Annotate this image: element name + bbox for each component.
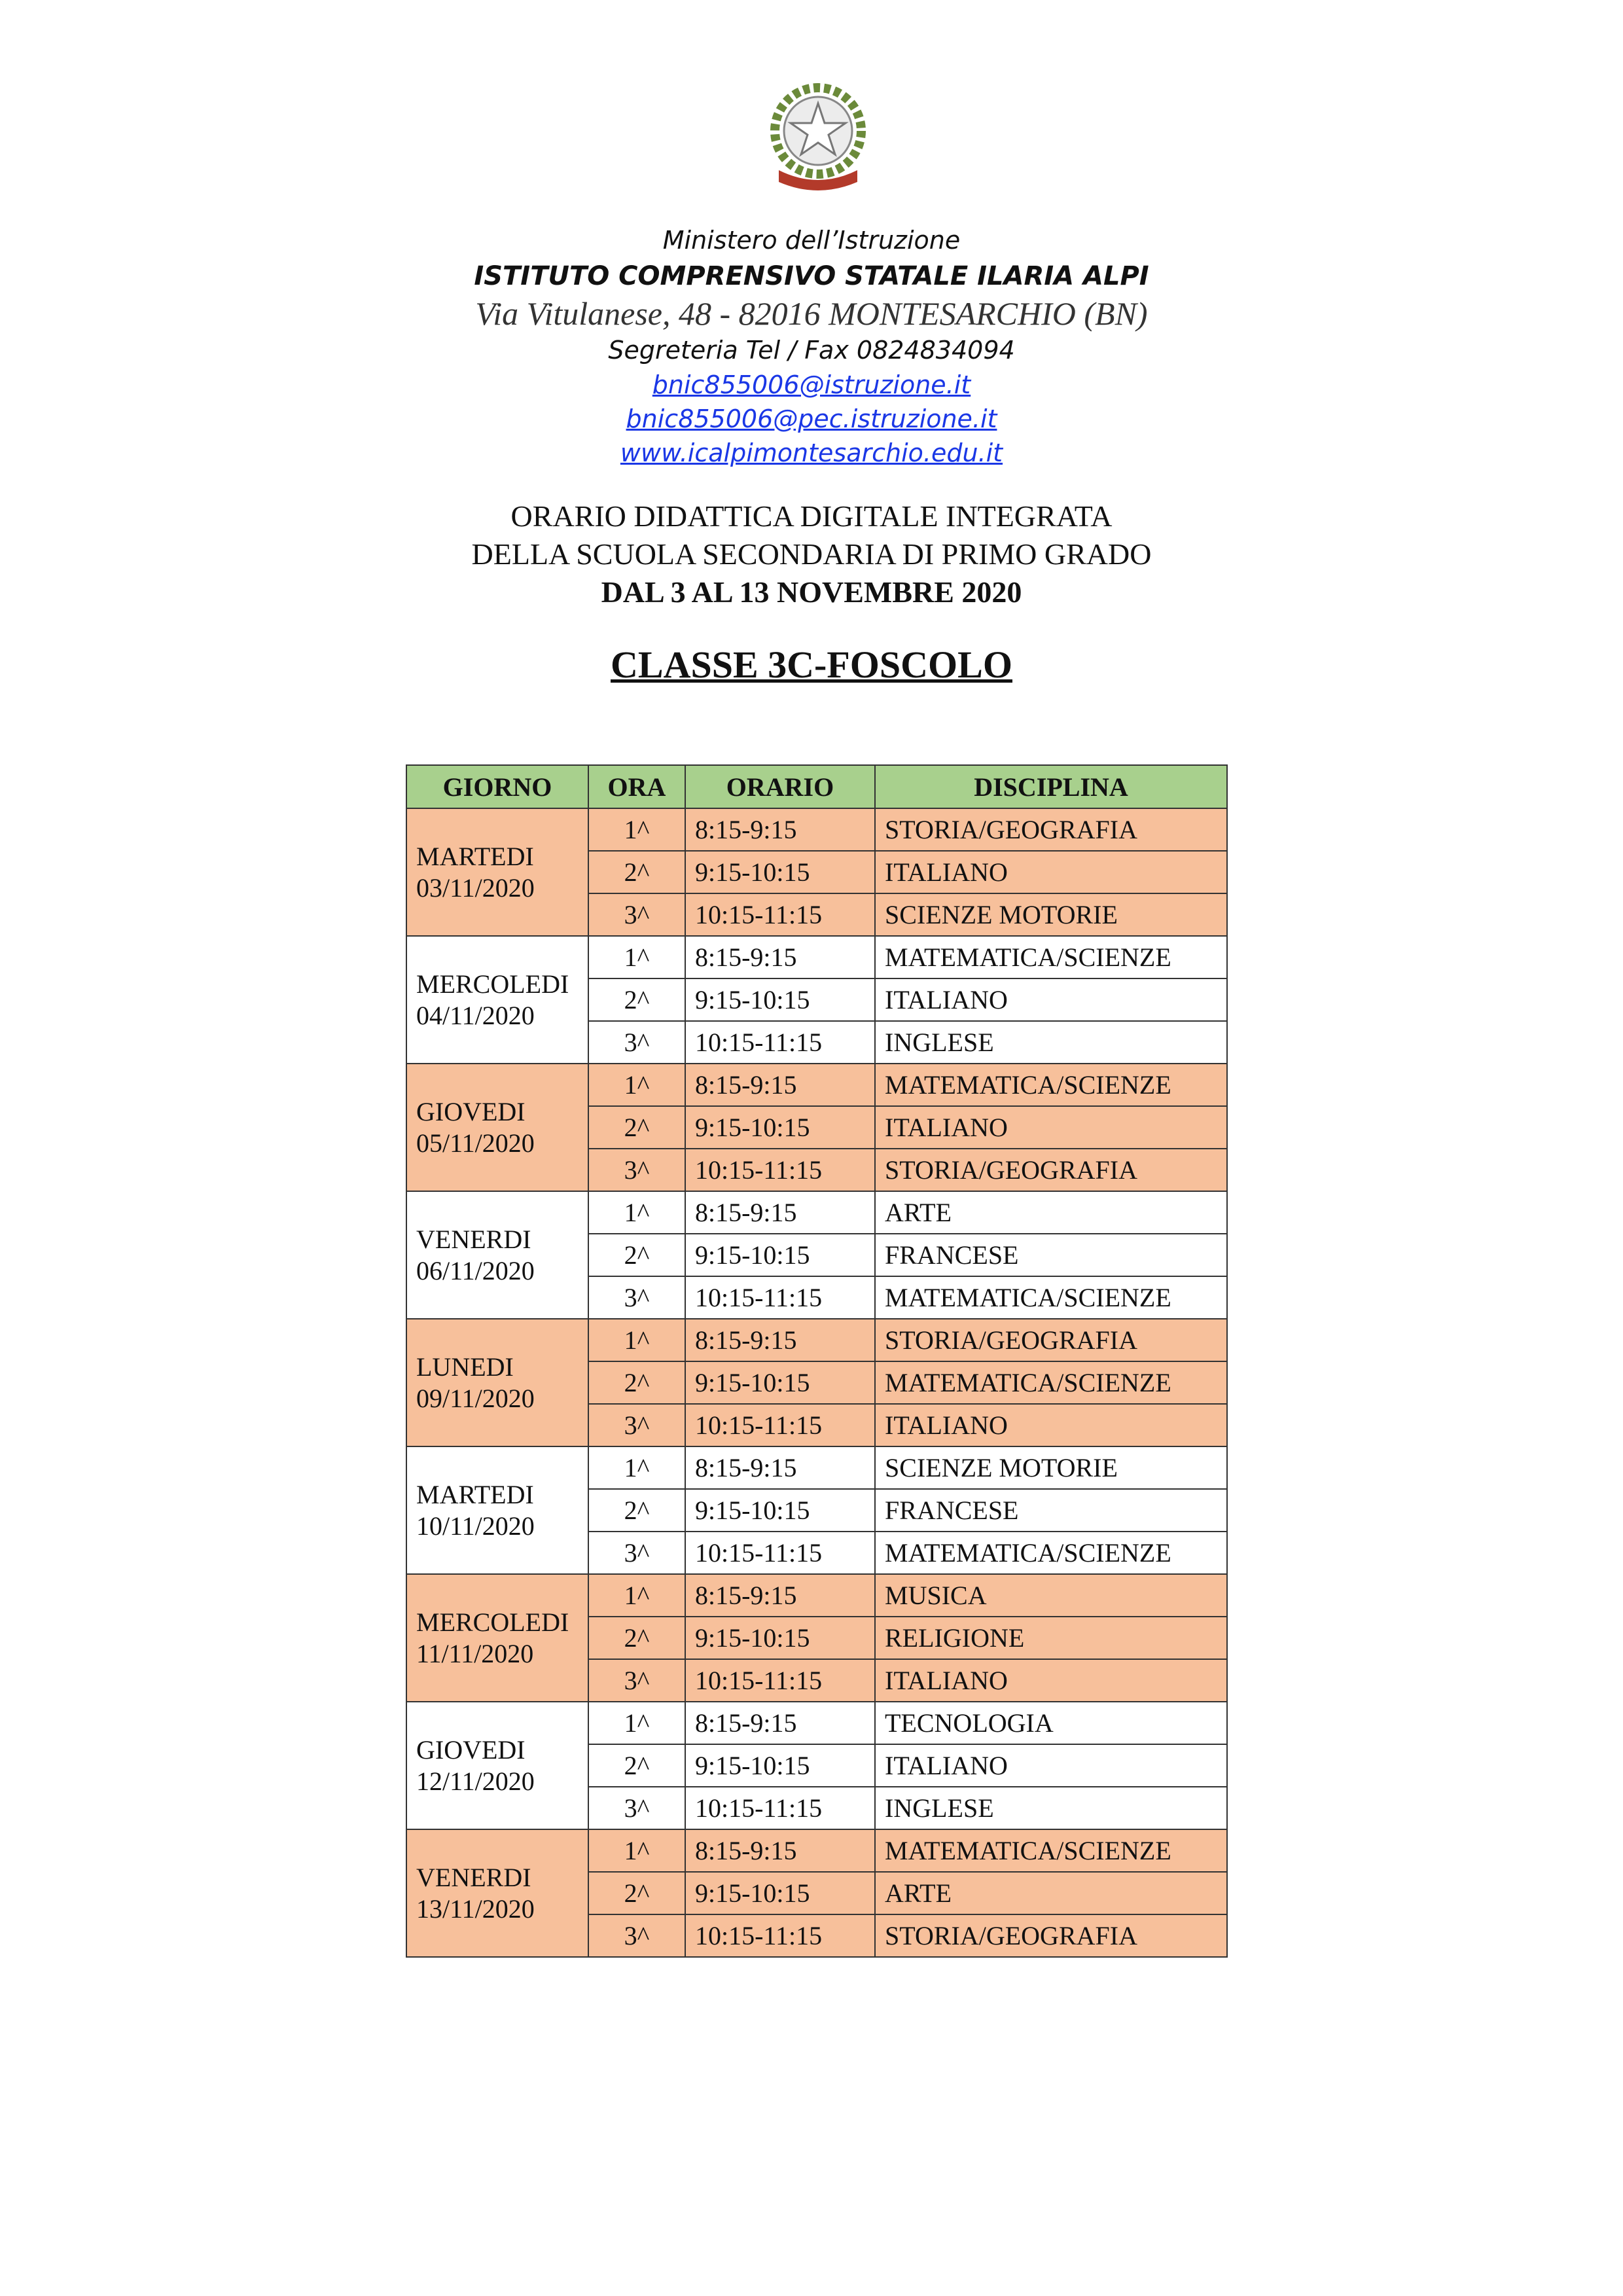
ora-cell: 2^ <box>588 1361 685 1404</box>
day-date: 09/11/2020 <box>416 1383 535 1413</box>
orario-cell: 8:15-9:15 <box>685 1829 875 1872</box>
ora-cell: 2^ <box>588 1872 685 1914</box>
school-address: Via Vitulanese, 48 - 82016 MONTESARCHIO (BN) <box>475 295 1148 332</box>
ora-cell: 3^ <box>588 1276 685 1319</box>
day-date: 04/11/2020 <box>416 1000 535 1030</box>
disciplina-cell: MATEMATICA/SCIENZE <box>875 936 1227 978</box>
pec-link[interactable]: bnic855006@pec.istruzione.it <box>626 404 997 433</box>
orario-cell: 9:15-10:15 <box>685 978 875 1021</box>
orario-cell: 10:15-11:15 <box>685 893 875 936</box>
disciplina-cell: SCIENZE MOTORIE <box>875 1446 1227 1489</box>
day-name: GIOVEDI <box>416 1734 526 1765</box>
day-name: MARTEDI <box>416 1479 534 1509</box>
disciplina-cell: MUSICA <box>875 1574 1227 1617</box>
orario-cell: 8:15-9:15 <box>685 1064 875 1106</box>
day-name: VENERDI <box>416 1224 531 1254</box>
school-phone: Segreteria Tel / Fax 0824834094 <box>608 336 1015 365</box>
day-name: GIOVEDI <box>416 1096 526 1126</box>
disciplina-cell: MATEMATICA/SCIENZE <box>875 1064 1227 1106</box>
ora-cell: 2^ <box>588 1106 685 1149</box>
table-row <box>406 1064 1227 1106</box>
disciplina-cell: ITALIANO <box>875 1659 1227 1702</box>
schedule-table <box>406 764 1228 1958</box>
orario-cell: 8:15-9:15 <box>685 1191 875 1234</box>
disciplina-cell: ITALIANO <box>875 1404 1227 1446</box>
ora-cell: 1^ <box>588 1064 685 1106</box>
schedule-body <box>406 808 1227 1957</box>
orario-cell: 8:15-9:15 <box>685 936 875 978</box>
day-name: MARTEDI <box>416 841 534 871</box>
disciplina-cell: FRANCESE <box>875 1489 1227 1532</box>
ora-cell: 1^ <box>588 1829 685 1872</box>
day-cell <box>406 1829 588 1957</box>
ora-cell: 1^ <box>588 1446 685 1489</box>
orario-cell: 10:15-11:15 <box>685 1021 875 1064</box>
disciplina-cell: ITALIANO <box>875 978 1227 1021</box>
ora-cell: 3^ <box>588 1404 685 1446</box>
ora-cell: 1^ <box>588 936 685 978</box>
orario-cell: 9:15-10:15 <box>685 1872 875 1914</box>
website-link[interactable]: www.icalpimontesarchio.edu.it <box>620 439 1003 467</box>
header-ora: ORA <box>588 765 685 808</box>
ora-cell: 1^ <box>588 808 685 851</box>
title-line-2: DELLA SCUOLA SECONDARIA DI PRIMO GRADO <box>471 537 1152 571</box>
disciplina-cell: INGLESE <box>875 1787 1227 1829</box>
table-row <box>406 1446 1227 1489</box>
ora-cell: 3^ <box>588 1149 685 1191</box>
day-date: 12/11/2020 <box>416 1766 535 1796</box>
day-date: 03/11/2020 <box>416 872 535 903</box>
ora-cell: 1^ <box>588 1319 685 1361</box>
disciplina-cell: STORIA/GEOGRAFIA <box>875 1914 1227 1957</box>
disciplina-cell: MATEMATICA/SCIENZE <box>875 1276 1227 1319</box>
title-line-1: ORARIO DIDATTICA DIGITALE INTEGRATA <box>510 499 1113 533</box>
disciplina-cell: TECNOLOGIA <box>875 1702 1227 1744</box>
table-row <box>406 1319 1227 1361</box>
day-cell <box>406 1319 588 1446</box>
header-giorno: GIORNO <box>406 765 588 808</box>
day-cell <box>406 808 588 936</box>
day-date: 05/11/2020 <box>416 1128 535 1158</box>
orario-cell: 9:15-10:15 <box>685 1361 875 1404</box>
ministry-name: Ministero dell’Istruzione <box>662 226 961 255</box>
orario-cell: 10:15-11:15 <box>685 1532 875 1574</box>
ora-cell: 1^ <box>588 1574 685 1617</box>
document-title <box>0 497 1623 611</box>
disciplina-cell: STORIA/GEOGRAFIA <box>875 1319 1227 1361</box>
table-row <box>406 808 1227 851</box>
class-title: CLASSE 3C-FOSCOLO <box>611 643 1012 686</box>
table-header-row <box>406 765 1227 808</box>
republic-emblem-icon <box>766 79 870 196</box>
orario-cell: 8:15-9:15 <box>685 808 875 851</box>
orario-cell: 10:15-11:15 <box>685 1914 875 1957</box>
ora-cell: 3^ <box>588 1659 685 1702</box>
orario-cell: 8:15-9:15 <box>685 1446 875 1489</box>
ora-cell: 2^ <box>588 1489 685 1532</box>
day-cell <box>406 1574 588 1702</box>
table-row <box>406 1191 1227 1234</box>
ora-cell: 3^ <box>588 1532 685 1574</box>
disciplina-cell: STORIA/GEOGRAFIA <box>875 808 1227 851</box>
day-cell <box>406 1702 588 1829</box>
orario-cell: 9:15-10:15 <box>685 1744 875 1787</box>
orario-cell: 10:15-11:15 <box>685 1404 875 1446</box>
day-cell <box>406 936 588 1064</box>
ora-cell: 2^ <box>588 851 685 893</box>
disciplina-cell: SCIENZE MOTORIE <box>875 893 1227 936</box>
day-cell <box>406 1446 588 1574</box>
day-name: VENERDI <box>416 1862 531 1892</box>
ora-cell: 3^ <box>588 1787 685 1829</box>
ora-cell: 1^ <box>588 1191 685 1234</box>
header-orario: ORARIO <box>685 765 875 808</box>
day-name: MERCOLEDI <box>416 969 569 999</box>
day-cell <box>406 1191 588 1319</box>
orario-cell: 10:15-11:15 <box>685 1659 875 1702</box>
disciplina-cell: STORIA/GEOGRAFIA <box>875 1149 1227 1191</box>
disciplina-cell: ARTE <box>875 1872 1227 1914</box>
day-name: LUNEDI <box>416 1352 514 1382</box>
header-disciplina: DISCIPLINA <box>875 765 1227 808</box>
school-name: ISTITUTO COMPRENSIVO STATALE ILARIA ALPI <box>474 261 1149 291</box>
orario-cell: 10:15-11:15 <box>685 1276 875 1319</box>
disciplina-cell: FRANCESE <box>875 1234 1227 1276</box>
disciplina-cell: ARTE <box>875 1191 1227 1234</box>
table-row <box>406 1829 1227 1872</box>
day-date: 06/11/2020 <box>416 1255 535 1285</box>
disciplina-cell: MATEMATICA/SCIENZE <box>875 1532 1227 1574</box>
ora-cell: 2^ <box>588 1744 685 1787</box>
email-link[interactable]: bnic855006@istruzione.it <box>652 370 971 399</box>
orario-cell: 8:15-9:15 <box>685 1574 875 1617</box>
orario-cell: 8:15-9:15 <box>685 1702 875 1744</box>
ora-cell: 3^ <box>588 1914 685 1957</box>
orario-cell: 10:15-11:15 <box>685 1787 875 1829</box>
orario-cell: 9:15-10:15 <box>685 1106 875 1149</box>
ora-cell: 2^ <box>588 1617 685 1659</box>
ora-cell: 1^ <box>588 1702 685 1744</box>
disciplina-cell: RELIGIONE <box>875 1617 1227 1659</box>
day-date: 11/11/2020 <box>416 1638 534 1668</box>
disciplina-cell: ITALIANO <box>875 851 1227 893</box>
table-row <box>406 1574 1227 1617</box>
disciplina-cell: ITALIANO <box>875 1744 1227 1787</box>
day-cell <box>406 1064 588 1191</box>
day-date: 10/11/2020 <box>416 1511 535 1541</box>
table-row <box>406 1702 1227 1744</box>
orario-cell: 9:15-10:15 <box>685 1489 875 1532</box>
orario-cell: 10:15-11:15 <box>685 1149 875 1191</box>
orario-cell: 9:15-10:15 <box>685 1234 875 1276</box>
orario-cell: 9:15-10:15 <box>685 1617 875 1659</box>
title-line-3: DAL 3 AL 13 NOVEMBRE 2020 <box>601 575 1022 609</box>
disciplina-cell: ITALIANO <box>875 1106 1227 1149</box>
day-name: MERCOLEDI <box>416 1607 569 1637</box>
orario-cell: 9:15-10:15 <box>685 851 875 893</box>
ora-cell: 2^ <box>588 978 685 1021</box>
ora-cell: 3^ <box>588 893 685 936</box>
disciplina-cell: INGLESE <box>875 1021 1227 1064</box>
disciplina-cell: MATEMATICA/SCIENZE <box>875 1829 1227 1872</box>
ora-cell: 3^ <box>588 1021 685 1064</box>
orario-cell: 8:15-9:15 <box>685 1319 875 1361</box>
ora-cell: 2^ <box>588 1234 685 1276</box>
school-header <box>0 223 1623 470</box>
day-date: 13/11/2020 <box>416 1893 535 1924</box>
disciplina-cell: MATEMATICA/SCIENZE <box>875 1361 1227 1404</box>
table-row <box>406 936 1227 978</box>
